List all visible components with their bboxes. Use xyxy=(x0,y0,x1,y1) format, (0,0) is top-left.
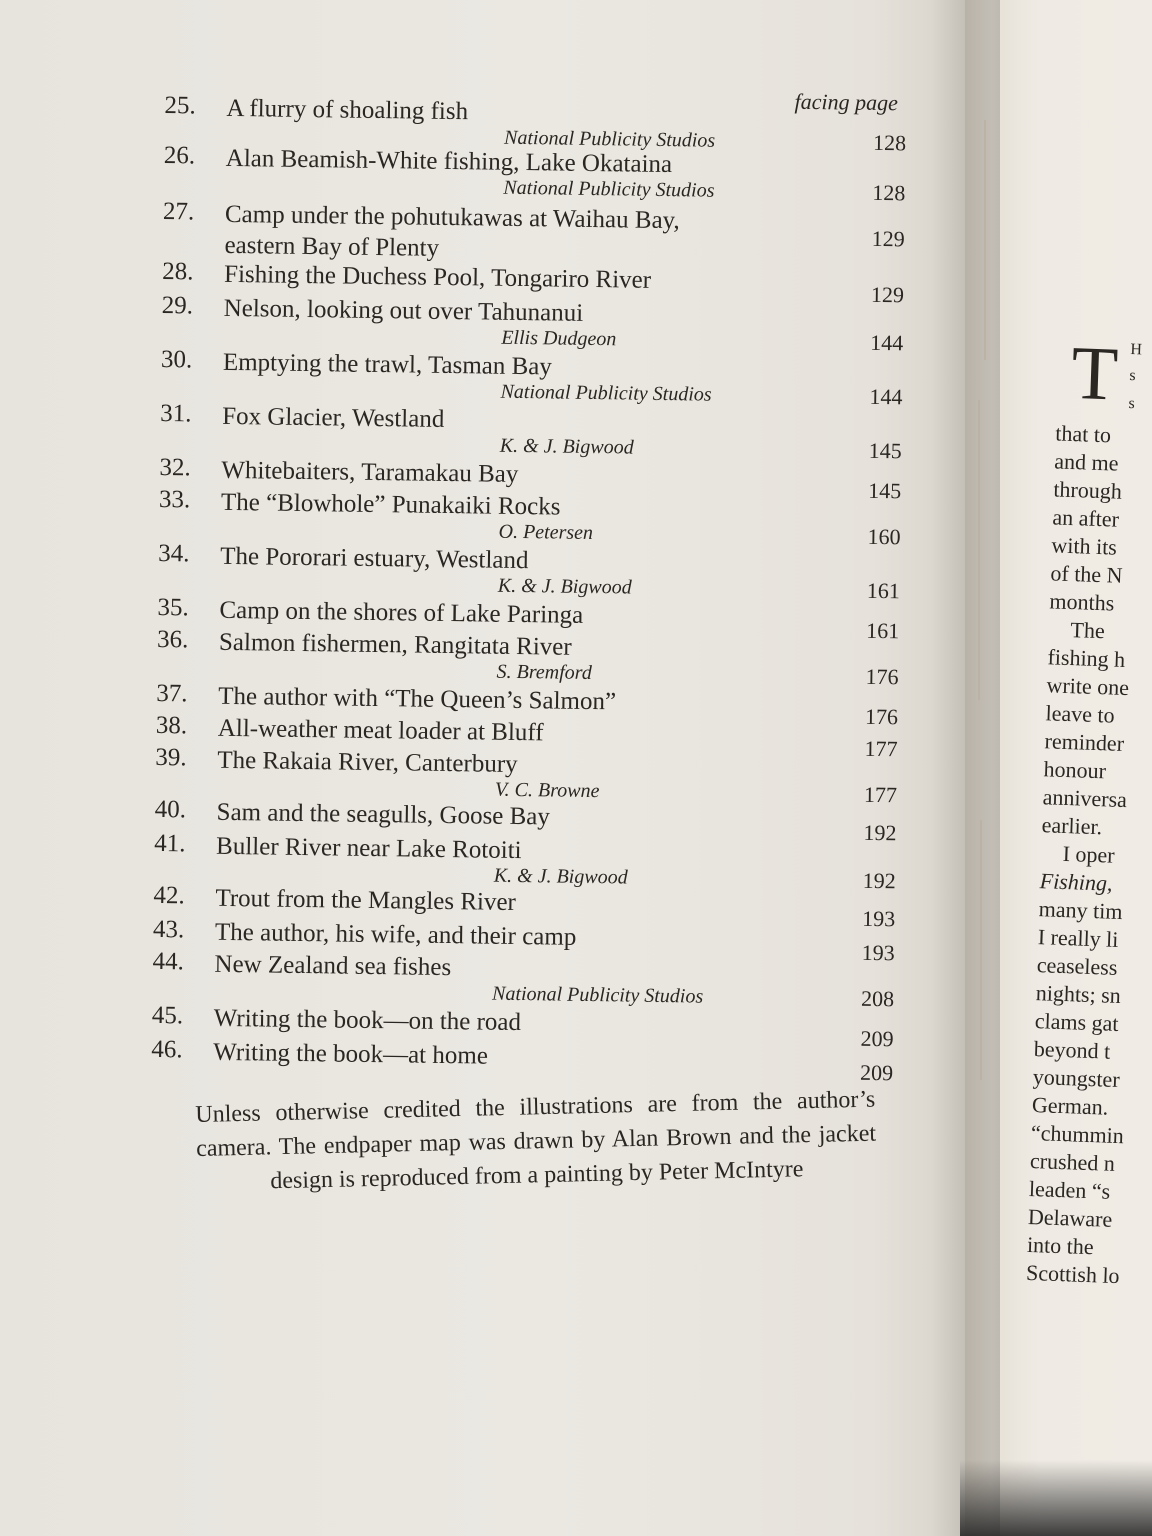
entry-number: 39. xyxy=(155,743,187,772)
entry-page-number: 209 xyxy=(859,1059,894,1086)
entry-title: Salmon fishermen, Rangitata River xyxy=(218,628,572,661)
right-page-line: H xyxy=(1130,340,1143,359)
entry-page-number: 144 xyxy=(870,329,904,356)
entry-number: 45. xyxy=(151,1001,184,1030)
entry-number: 32. xyxy=(159,453,191,482)
right-page-line: Delaware xyxy=(1027,1203,1113,1232)
entry-title: Alan Beamish-White fishing, Lake Okataina xyxy=(225,144,673,179)
entry-number: 25. xyxy=(164,91,196,120)
entry-title: Sam and the seagulls, Goose Bay xyxy=(216,798,551,831)
entry-page-number: 193 xyxy=(862,905,896,932)
right-page-line: crushed n xyxy=(1029,1147,1116,1176)
right-page-line: leaden “s xyxy=(1028,1175,1111,1204)
right-page-line: reminder xyxy=(1044,728,1125,757)
right-page-line: clams gat xyxy=(1034,1008,1119,1036)
entry-page-number: 161 xyxy=(866,617,900,644)
entry-number: 29. xyxy=(161,291,194,320)
entry-photo-credit: O. Petersen xyxy=(498,520,594,545)
right-page-line: ceaseless xyxy=(1036,952,1118,980)
entry-title: Camp on the shores of Lake Paringa xyxy=(219,596,584,629)
gutter-shadow xyxy=(930,0,1000,1536)
entry-page-number: 192 xyxy=(862,867,896,894)
right-page-line: beyond t xyxy=(1033,1036,1111,1064)
entry-title: The author, his wife, and their camp xyxy=(214,918,577,951)
entry-page-number: 129 xyxy=(870,281,905,308)
entry-title: Camp under the pohutukawas at Waihau Bay, eastern Bay of Plenty xyxy=(224,200,680,262)
right-page-line: earlier. xyxy=(1041,812,1103,840)
entry-title: The Pororari estuary, Westland xyxy=(220,542,529,575)
entry-page-number: 128 xyxy=(872,129,907,156)
entry-number: 36. xyxy=(156,625,189,654)
right-page-line: honour xyxy=(1043,756,1107,784)
right-page-line: s xyxy=(1128,394,1136,413)
entry-title: Emptying the trawl, Tasman Bay xyxy=(222,348,553,381)
entry-number: 26. xyxy=(163,141,196,170)
entry-photo-credit: K. & J. Bigwood xyxy=(499,434,634,459)
right-page-line: Fishing, xyxy=(1039,868,1113,896)
entry-photo-credit: V. C. Browne xyxy=(494,778,600,803)
entry-page-number: 192 xyxy=(863,819,897,846)
right-page-line: with its xyxy=(1051,532,1118,560)
entry-photo-credit: K. & J. Bigwood xyxy=(493,864,628,889)
entry-title: Whitebaiters, Taramakau Bay xyxy=(221,456,519,488)
entry-title: All-weather meat loader at Bluff xyxy=(217,714,544,747)
entry-title: Fox Glacier, Westland xyxy=(221,402,445,433)
right-page-line: into the xyxy=(1026,1231,1095,1260)
right-page-line: s xyxy=(1129,366,1136,385)
entry-number: 41. xyxy=(154,829,186,858)
entry-page-number: 177 xyxy=(863,781,898,808)
binding-thread xyxy=(984,120,986,360)
entry-title: Writing the book—on the road xyxy=(213,1004,522,1037)
right-page-line: through xyxy=(1053,476,1123,504)
entry-number: 34. xyxy=(158,539,190,568)
entry-page-number: 208 xyxy=(860,985,895,1012)
entry-page-number: 129 xyxy=(871,225,905,252)
entry-photo-credit: K. & J. Bigwood xyxy=(497,574,632,599)
facing-page-header: facing page xyxy=(794,88,899,116)
right-page-line: German. xyxy=(1031,1092,1109,1120)
entry-page-number: 160 xyxy=(867,523,901,550)
entry-title: Trout from the Mangles River xyxy=(215,884,517,916)
entry-number: 28. xyxy=(161,257,194,286)
right-page-line: Scottish lo xyxy=(1025,1259,1120,1289)
entry-page-number: 176 xyxy=(865,663,899,690)
illustration-list xyxy=(151,70,925,1101)
entry-photo-credit: National Publicity Studios xyxy=(491,982,704,1008)
table-shadow xyxy=(960,1460,1152,1536)
right-page-line: that to xyxy=(1054,420,1112,448)
entry-number: 35. xyxy=(157,593,189,622)
entry-title: The author with “The Queen’s Salmon” xyxy=(218,682,617,716)
right-page-line: leave to xyxy=(1045,700,1116,728)
entry-page-number: 193 xyxy=(861,939,895,966)
entry-title: Buller River near Lake Rotoiti xyxy=(215,832,522,865)
entry-page-number: 145 xyxy=(868,477,902,504)
entry-page-number: 144 xyxy=(869,383,903,410)
entry-page-number: 176 xyxy=(864,703,899,730)
right-page-line: write one xyxy=(1046,672,1130,701)
right-page-line: The xyxy=(1070,617,1106,644)
right-page-line: nights; sn xyxy=(1035,980,1122,1009)
right-page-line: months xyxy=(1049,588,1115,616)
entry-number: 27. xyxy=(162,197,195,226)
entry-page-number: 145 xyxy=(868,437,902,464)
right-page-line: youngster xyxy=(1032,1064,1121,1093)
drop-cap: T xyxy=(1070,330,1120,417)
entry-number: 44. xyxy=(152,947,184,976)
entry-photo-credit: National Publicity Studios xyxy=(500,380,712,406)
entry-number: 38. xyxy=(155,711,188,740)
entry-page-number: 128 xyxy=(872,179,906,206)
right-page-line: and me xyxy=(1054,448,1119,476)
entry-title: New Zealand sea fishes xyxy=(214,950,452,982)
entry-page-number: 209 xyxy=(860,1025,894,1052)
right-page-line: “chummin xyxy=(1030,1120,1125,1149)
entry-number: 31. xyxy=(160,399,192,428)
entry-title: The “Blowhole” Punakaiki Rocks xyxy=(220,488,561,521)
right-page-line: anniversa xyxy=(1042,784,1128,813)
entry-photo-credit: S. Bremford xyxy=(496,660,592,685)
entry-photo-credit: National Publicity Studios xyxy=(503,126,716,152)
binding-thread xyxy=(980,820,982,1080)
illustrations-credit-note: Unless otherwise credited the illustrations are from the author’s camera. The endpaper map was drawn by Alan Brown and the jacket design is reproduced from a painting by Peter McIntyre xyxy=(195,1086,877,1195)
entry-number: 33. xyxy=(158,485,191,514)
right-page-line: I oper xyxy=(1062,840,1116,868)
right-page-line: fishing h xyxy=(1047,644,1126,672)
entry-title: Fishing the Duchess Pool, Tongariro River xyxy=(223,260,652,294)
entry-title: The Rakaia River, Canterbury xyxy=(217,746,518,778)
right-page-line: of the N xyxy=(1050,560,1124,588)
entry-title: A flurry of shoaling fish xyxy=(226,94,469,126)
entry-number: 37. xyxy=(156,679,188,708)
entry-photo-credit: Ellis Dudgeon xyxy=(501,326,617,351)
right-page-line: I really li xyxy=(1037,924,1119,952)
entry-number: 30. xyxy=(160,345,193,374)
entry-number: 42. xyxy=(153,881,185,910)
entry-title: Nelson, looking out over Tahunanui xyxy=(223,294,584,327)
right-page-line: many tim xyxy=(1038,896,1123,925)
binding-thread xyxy=(978,400,980,700)
entry-page-number: 177 xyxy=(864,735,898,762)
entry-number: 43. xyxy=(152,915,185,944)
entry-number: 40. xyxy=(154,795,187,824)
entry-photo-credit: National Publicity Studios xyxy=(503,176,715,202)
entry-page-number: 161 xyxy=(866,577,900,604)
right-page-line: an after xyxy=(1052,504,1120,532)
entry-number: 46. xyxy=(151,1035,183,1064)
entry-title: Writing the book—at home xyxy=(213,1038,489,1070)
